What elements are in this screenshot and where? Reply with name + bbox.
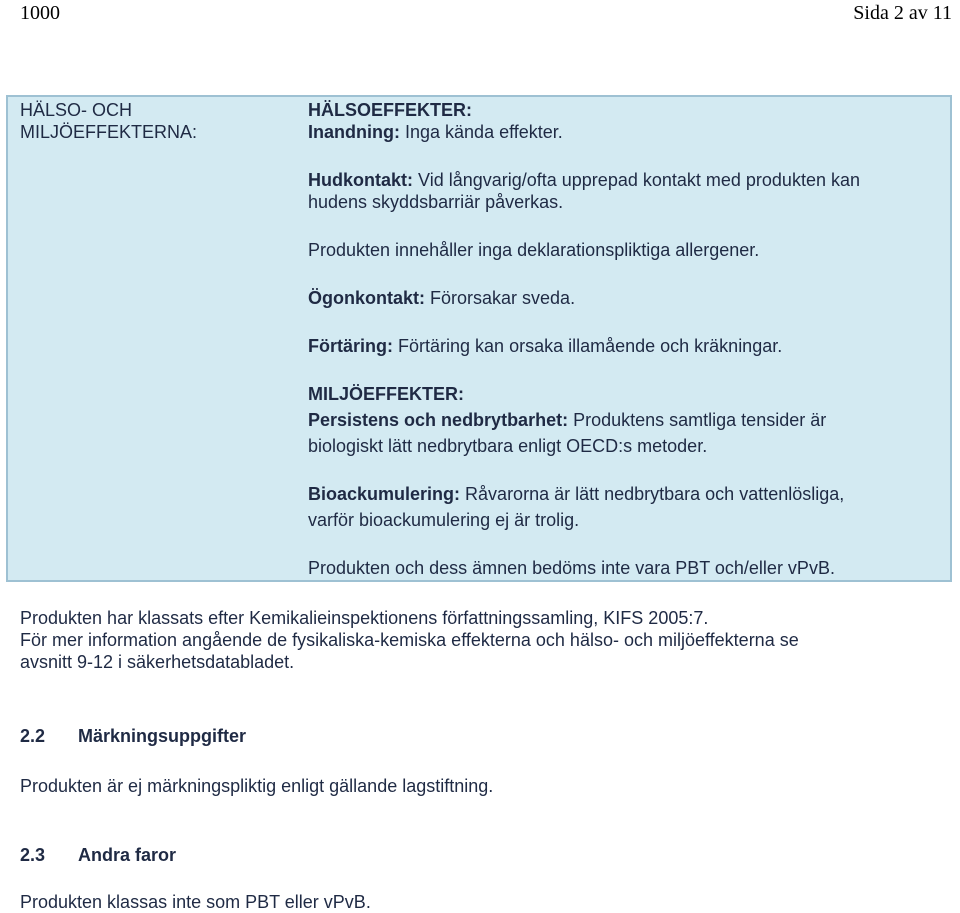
persistence-text-line2: biologiskt lätt nedbrytbara enligt OECD:s metoder. <box>308 436 708 456</box>
effects-box-content <box>308 99 948 579</box>
eye-contact-label: Ögonkontakt: <box>308 288 425 308</box>
inhalation-line <box>308 121 948 143</box>
bioaccumulation-text-line2: varför bioackumulering ej är trolig. <box>308 510 580 530</box>
effects-label-line1: HÄLSO- OCH <box>20 100 133 120</box>
persistence-label: Persistens och nedbrytbarhet: <box>308 410 569 430</box>
eye-contact-line <box>308 287 948 309</box>
section-2-3-title: Andra faror <box>78 845 177 865</box>
document-number: 1000 <box>20 2 60 24</box>
ingestion-label: Förtäring: <box>308 336 393 356</box>
section-2-3-heading <box>20 845 176 866</box>
section-2-3-number: 2.3 <box>20 845 46 865</box>
health-effects-heading: HÄLSOEFFEKTER: <box>308 100 472 120</box>
page-indicator: Sida 2 av 11 <box>853 2 952 24</box>
persistence-text-line1: Produktens samtliga tensider är <box>573 410 827 430</box>
classification-line2: För mer information angående de fysikaliska-kemiska effekterna och hälso- och miljöeffekterna se <box>20 630 799 650</box>
page-header <box>20 2 952 24</box>
section-2-2-heading <box>20 726 246 747</box>
inhalation-text: Inga kända effekter. <box>405 122 563 142</box>
eye-contact-text: Förorsakar sveda. <box>430 288 576 308</box>
classification-line3: avsnitt 9-12 i säkerhetsdatabladet. <box>20 652 295 672</box>
effects-label-line2: MILJÖEFFEKTERNA: <box>20 122 198 142</box>
ingestion-text: Förtäring kan orsaka illamående och kräkningar. <box>398 336 783 356</box>
ingestion-line <box>308 335 948 357</box>
bioaccumulation-paragraph <box>308 483 948 531</box>
inhalation-label: Inandning: <box>308 122 400 142</box>
skin-contact-text-line2: hudens skyddsbarriär påverkas. <box>308 192 564 212</box>
skin-contact-paragraph <box>308 169 948 213</box>
skin-contact-label: Hudkontakt: <box>308 170 413 190</box>
classification-paragraph <box>20 607 940 673</box>
health-environment-effects-box <box>6 95 952 582</box>
section-2-2-number: 2.2 <box>20 726 46 746</box>
bioaccumulation-label: Bioackumulering: <box>308 484 461 504</box>
effects-box-label <box>20 99 290 143</box>
classification-line1: Produkten har klassats efter Kemikalieinspektionens författningssamling, KIFS 2005:7. <box>20 608 709 628</box>
section-2-2-title: Märkningsuppgifter <box>78 726 247 746</box>
section-2-3-text: Produkten klassas inte som PBT eller vPvB. <box>20 892 371 912</box>
allergen-text: Produkten innehåller inga deklarationspliktiga allergener. <box>308 240 760 260</box>
bioaccumulation-text-line1: Råvarorna är lätt nedbrytbara och vattenlösliga, <box>465 484 845 504</box>
environment-effects-heading: MILJÖEFFEKTER: <box>308 384 464 404</box>
pbt-assessment-text: Produkten och dess ämnen bedöms inte vara PBT och/eller vPvB. <box>308 558 835 578</box>
persistence-paragraph <box>308 409 948 457</box>
skin-contact-text-line1: Vid långvarig/ofta upprepad kontakt med produkten kan <box>418 170 860 190</box>
section-2-2-text: Produkten är ej märkningspliktig enligt gällande lagstiftning. <box>20 776 494 796</box>
